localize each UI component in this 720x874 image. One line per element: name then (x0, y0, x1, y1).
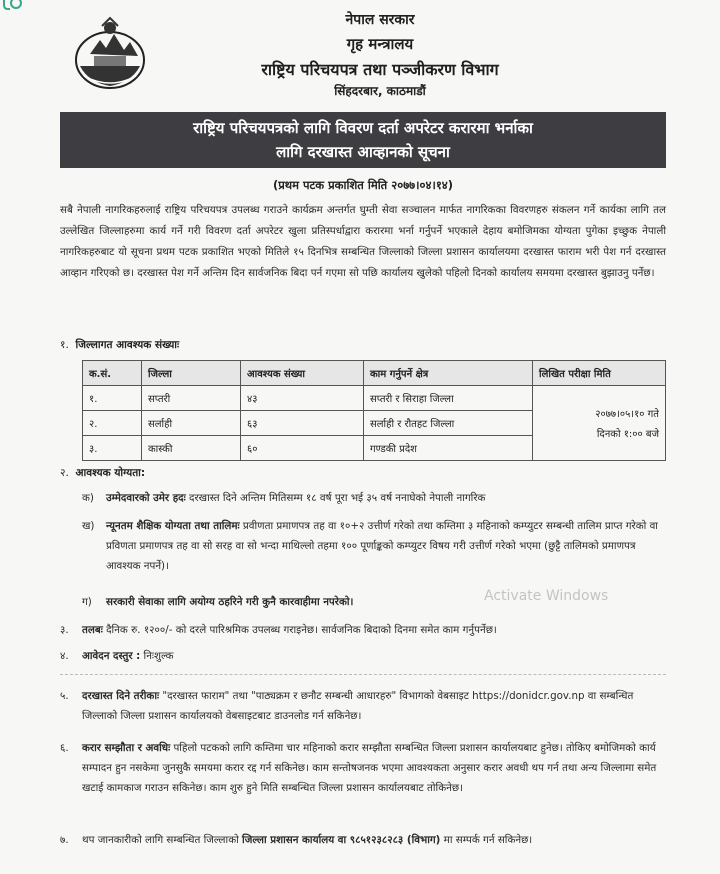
qualification-age (82, 488, 666, 508)
cell-count: ४३ (241, 386, 364, 411)
section-6-contract (60, 738, 666, 822)
col-header-district: जिल्ला (142, 361, 241, 386)
col-header-exam-date: लिखित परीक्षा मिति (533, 361, 666, 386)
disqualification-label: सरकारी सेवाका लागि अयोग्य ठहरिने गरी कुनै कारवाहीमा नपरेको। (106, 596, 354, 608)
section-4-fee (60, 646, 666, 666)
section-1-number: १. (60, 339, 69, 351)
section-4-number: ४. (60, 650, 69, 662)
contract-text: पहिलो पटकको लागि कम्तिमा चार महिनाको करार सम्झौता सम्बन्धित जिल्ला प्रशासन कार्यालयबाट हुनेछ। तोकिए बमोजिमको कार्य सम्पादन हुन नसकेमा जुनसुकै समयमा करार रद्द गर्न सकिनेछ। काम सन्तोषजनक भएमा आवश्यकता अनुसार करार अवधी थप गर्न तथा अन्य जिल्लामा समेत खटाई कामकाज गराउन सकिनेछ। काम शुरु हुने मिति सम्बन्धित जिल्ला प्रशासन कार्यालयबाट तोकिनेछ। (82, 742, 657, 794)
section-1-title: जिल्लागत आवश्यक संख्याः (75, 339, 180, 351)
col-header-required-count: आवश्यक संख्या (241, 361, 364, 386)
cell-serial: ३. (83, 436, 142, 461)
age-text: दरखास्त दिने अन्तिम मितिसम्म १८ वर्ष पूरा भई ३५ वर्ष ननाघेको नेपाली नागरिक (185, 492, 486, 504)
exam-date-line1: २०७७।०५।१० गते (595, 409, 659, 420)
cell-district: सप्तरी (142, 386, 241, 411)
application-method-label: दरखास्त दिने तरीकाः (82, 690, 160, 702)
col-header-work-area: काम गर्नुपर्ने क्षेत्र (364, 361, 533, 386)
notice-title-line2: लागि दरखास्त आव्हानको सूचना (276, 143, 450, 161)
publication-date: (प्रथम पटक प्रकाशित मिति २०७७।०४।१४) (272, 178, 454, 192)
salary-label: तलबः (82, 624, 103, 636)
notice-title-line1: राष्ट्रिय परिचयपत्रको लागि विवरण दर्ता अपरेटर करारमा भर्नाका (193, 119, 533, 137)
header-ministry: गृह मन्त्रालय (346, 35, 414, 53)
section-1-heading (60, 338, 179, 352)
cell-work-area: गण्डकी प्रदेश (364, 436, 533, 461)
education-label: न्यूनतम शैक्षिक योग्यता तथा तालिमः (106, 520, 240, 532)
col-header-serial: क.सं. (83, 361, 142, 386)
government-emblem-icon (68, 16, 152, 92)
cell-district: सर्लाही (142, 411, 241, 436)
section-3-salary (60, 620, 666, 640)
header-department: राष्ट्रिय परिचयपत्र तथा पञ्जीकरण विभाग (261, 60, 499, 79)
section-6-number: ६. (60, 742, 69, 754)
education-text: प्रवीणता प्रमाणपत्र तह वा १०+२ उत्तीर्ण गरेको तथा कम्तिमा ३ महिनाको कम्प्युटर सम्बन्धी तालिम प्राप्त गरेको वा प्रविणता प्रमाणपत्र तह वा सो सरह वा सो भन्दा माथिल्लो तहमा १०० पूर्णाङ्कको कम्प्युटर विषय गरी उत्तीर्ण गरेको भएमा (छुट्टै तालिमको प्रमाणपत्र आवश्यक नपर्ने)। (106, 520, 658, 572)
section-5-number: ५. (60, 690, 69, 702)
cell-district: कास्की (142, 436, 241, 461)
cell-exam-date (533, 386, 666, 461)
cell-count: ६० (241, 436, 364, 461)
item-marker-ga: ग) (82, 596, 92, 608)
contact-office: जिल्ला प्रशासन कार्यालय वा ९८५१२३८२८३ (विभाग) (242, 834, 441, 846)
application-method-text: "दरखास्त फाराम" तथा "पाठ्यक्रम र छनौट सम्बन्धी आधारहरु" विभागको वेबसाइट https://donidcr.gov.np वा सम्बन्धित जिल्लाको जिल्ला प्रशासन कार्यालयको वेबसाइटबाट डाउनलोड गर्न सकिनेछ। (82, 690, 634, 722)
cell-count: ६३ (241, 411, 364, 436)
fee-label: आवेदन दस्तुर : (82, 650, 141, 662)
section-7-number: ७. (60, 834, 69, 846)
contract-label: करार सम्झौता र अवधिः (82, 742, 171, 754)
table-header-row (83, 361, 666, 386)
activate-windows-watermark: Activate Windows (484, 588, 609, 604)
contact-text-a: थप जानकारीको लागि सम्बन्धित जिल्लाको (82, 834, 243, 846)
notice-title-banner (60, 112, 666, 168)
section-5-application-method (60, 686, 666, 728)
section-divider (60, 674, 666, 675)
table-row (83, 386, 666, 411)
qualification-education (82, 516, 666, 580)
cell-work-area: सर्लाही र रौतहट जिल्ला (364, 411, 533, 436)
salary-text: दैनिक रु. १२००/- को दरले पारिश्रमिक उपलब्ध गराइनेछ। सार्वजनिक बिदाको दिनमा समेत काम गर्नुपर्नेछ। (102, 624, 497, 636)
section-3-number: ३. (60, 624, 69, 636)
exam-date-line2: दिनको १:०० बजे (596, 429, 659, 440)
header-government: नेपाल सरकार (345, 12, 415, 28)
fee-text: निःशुल्क (140, 650, 174, 662)
header-address: सिंहदरबार, काठमाडौं (334, 84, 426, 98)
district-requirement-table (82, 360, 666, 461)
section-2-number: २. (60, 467, 69, 479)
age-label: उम्मेदवारको उमेर हदः (106, 492, 186, 504)
section-2-title: आवश्यक योग्यता: (75, 467, 146, 479)
item-marker-ka: क) (82, 492, 94, 504)
item-marker-kha: ख) (82, 520, 95, 532)
section-2-heading (60, 466, 145, 480)
contact-text-b: मा सम्पर्क गर्न सकिनेछ। (440, 834, 533, 846)
intro-paragraph: सबै नेपाली नागरिकहरुलाई राष्ट्रिय परिचयपत्र उपलब्ध गराउने कार्यक्रम अन्तर्गत घुम्ती सेवा सञ्चालन मार्फत नागरिकका विवरणहरु संकलन गर्ने कार्यका लागि तल उल्लेखित जिल्लाहरुमा कार्य गर्ने गरी विवरण दर्ता अपरेटर खुला प्रतिस्पर्धाद्वारा करारमा भर्ना गर्नुपर्ने भएकाले देहाय बमोजिमका योग्यता पुगेका इच्छुक नेपाली नागरिकहरुबाट यो सूचना प्रथम पटक प्रकाशित भएको मितिले १५ दिनभित्र सम्बन्धित जिल्लाको जिल्ला प्रशासन कार्यालयमा दरखास्त फाराम भरी पेश गर्न दरखास्त आव्हान गरिएको छ। दरखास्त पेश गर्ने अन्तिम दिन सार्वजनिक बिदा पर्न गएमा सो पछि कार्यालय खुलेको पहिलो दिनको कार्यालय समयमा दरखास्त बुझाउनु पर्नेछ। (60, 204, 666, 279)
corner-logo-icon (2, 0, 22, 10)
cell-serial: २. (83, 411, 142, 436)
section-7-contact (60, 830, 666, 872)
cell-serial: १. (83, 386, 142, 411)
cell-work-area: सप्तरी र सिराहा जिल्ला (364, 386, 533, 411)
